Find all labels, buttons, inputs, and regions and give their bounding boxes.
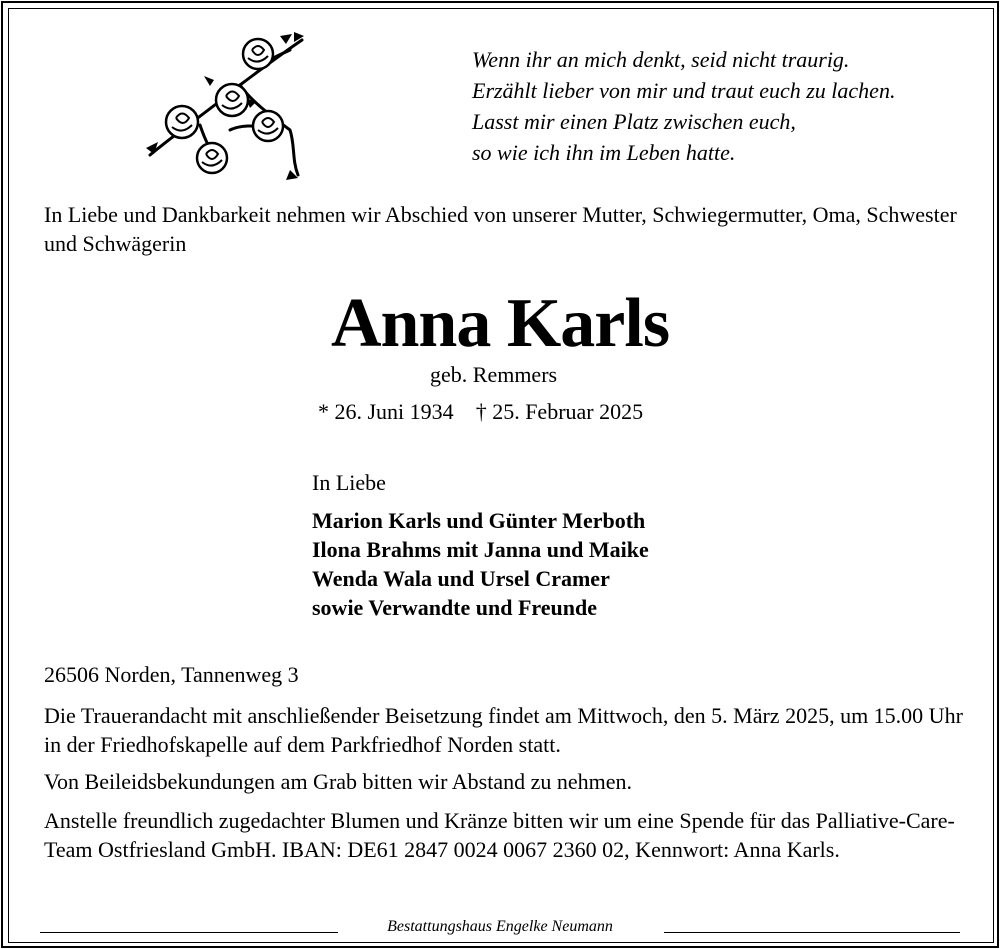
poem-line: so wie ich ihn im Leben hatte. (472, 140, 736, 165)
roses-icon (140, 30, 310, 180)
poem-line: Lasst mir einen Platz zwischen euch, (472, 109, 796, 134)
poem (472, 44, 895, 168)
poem-line: Wenn ihr an mich denkt, seid nicht traurig. (472, 47, 850, 72)
service-info: Die Trauerandacht mit anschließender Beisetzung findet am Mittwoch, den 5. März 2025, um 15.00 Uhr in der Friedhofskapelle auf dem Parkfriedhof Norden statt. (44, 703, 963, 757)
funeral-home-name: Bestattungshaus Engelke Neumann (371, 918, 629, 935)
mourner-line: sowie Verwandte und Freunde (312, 595, 598, 620)
funeral-home (0, 918, 1000, 936)
condolence-note: Von Beileidsbekundungen am Grab bitten wir Abstand zu nehmen. (44, 769, 632, 794)
donation-note: Anstelle freundlich zugedachter Blumen und Kränze bitten wir um eine Spende für das Palliative-Care-Team Ostfriesland GmbH. IBAN: DE61 2847 0024 0067 2360 02, Kennwort: Anna Karls. (44, 808, 955, 862)
deceased-name: Anna Karls (330, 285, 670, 362)
mourners-label: In Liebe (312, 470, 386, 495)
poem-line: Erzählt lieber von mir und traut euch zu lachen. (472, 78, 896, 103)
mourner-line: Ilona Brahms mit Janna und Maike (312, 537, 649, 562)
mourner-line: Wenda Wala und Ursel Cramer (312, 566, 610, 591)
maiden-name: geb. Remmers (430, 362, 558, 387)
address: 26506 Norden, Tannenweg 3 (44, 662, 299, 687)
mourner-line: Marion Karls und Günter Merboth (312, 508, 646, 533)
mourners-list (312, 506, 649, 622)
birth-date: * 26. Juni 1934 (318, 399, 454, 424)
life-dates (318, 399, 643, 425)
intro-text: In Liebe und Dankbarkeit nehmen wir Abschied von unserer Mutter, Schwiegermutter, Oma, Schwester und Schwägerin (44, 202, 957, 256)
death-date: † 25. Februar 2025 (475, 399, 644, 424)
